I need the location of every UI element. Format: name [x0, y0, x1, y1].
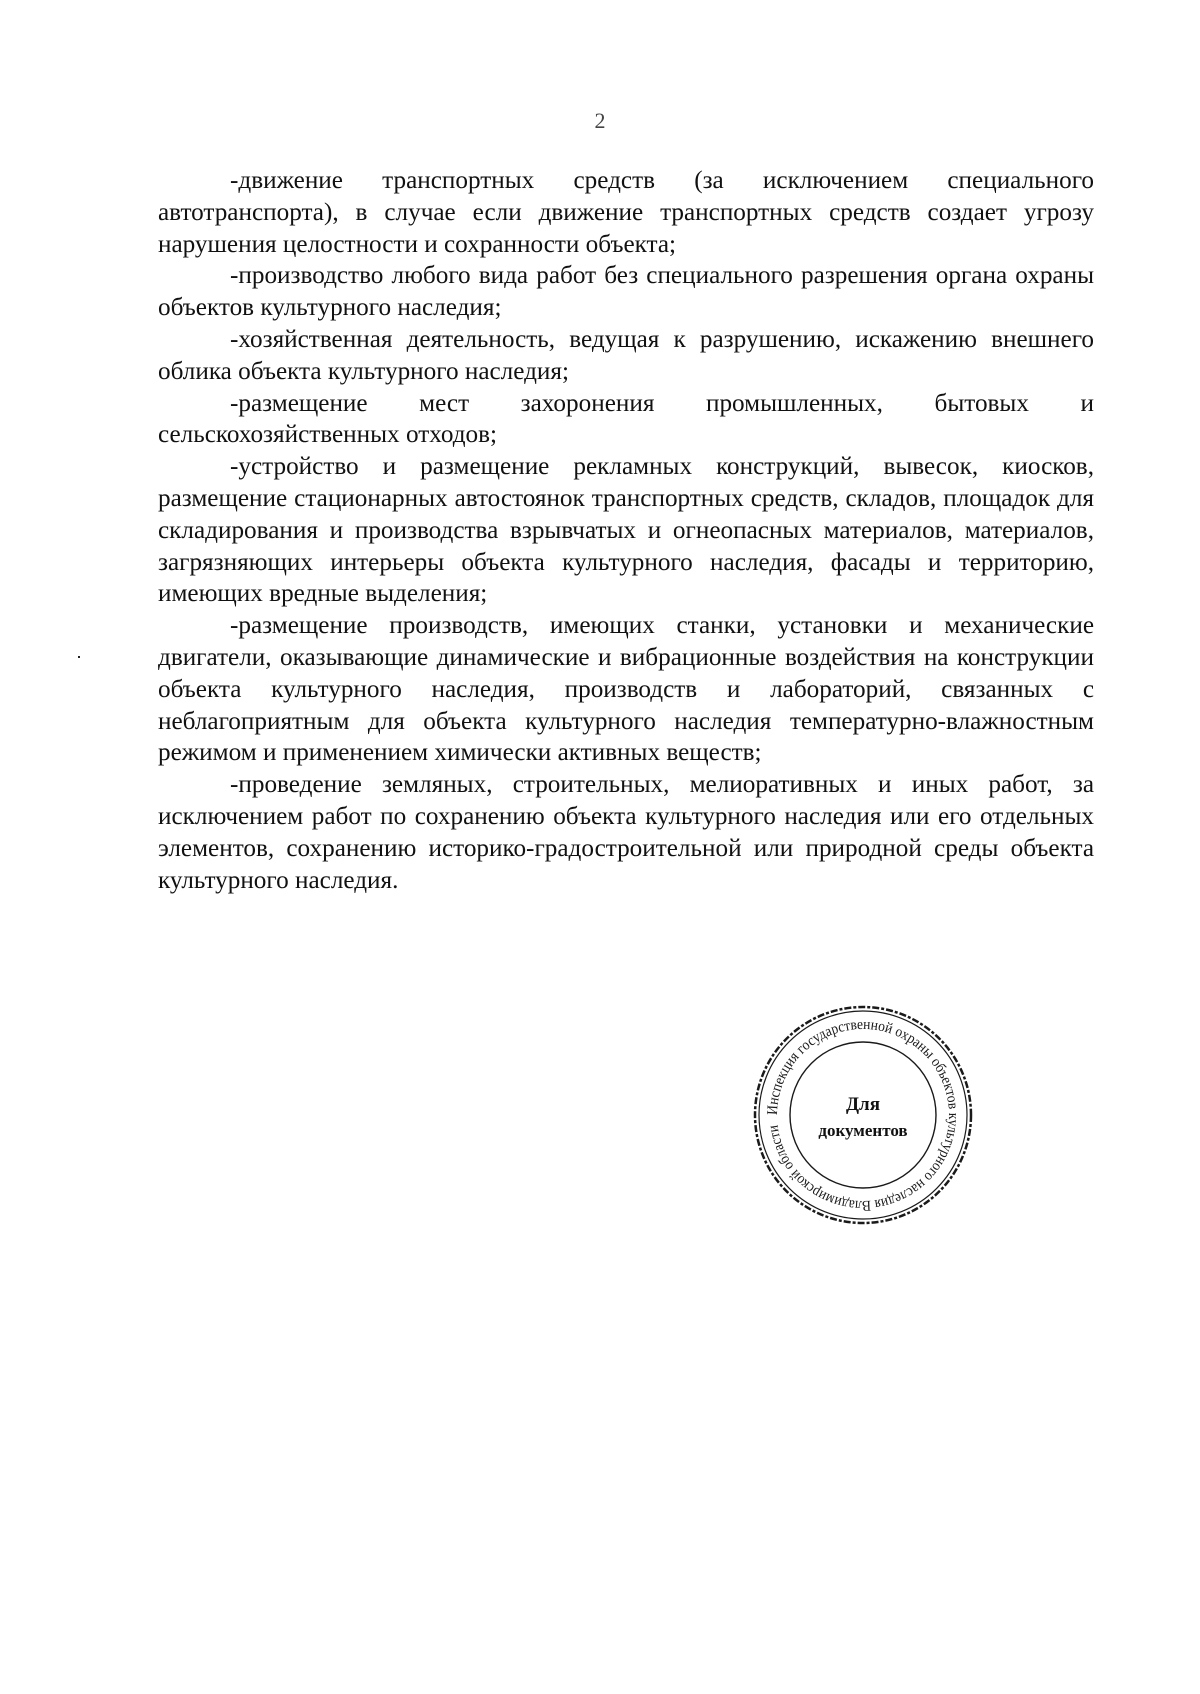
paragraph-economic-activity: -хозяйственная деятельность, ведущая к разрушению, искажению внешнего облика объекта культурного наследия;: [158, 325, 1094, 385]
official-stamp: [750, 1002, 976, 1228]
page-number: 2: [594, 108, 606, 133]
paragraph-transport: -движение транспортных средств (за исключением специального автотранспорта), в случае если движение транспортных средств создает угрозу нарушения целостности и сохранности объекта;: [158, 167, 1094, 258]
document-body: [158, 165, 1094, 896]
stamp-ring-text: Инспекция государственной охраны объектов культурного наследия Владимирской области: [764, 1016, 962, 1214]
scan-speck: [78, 656, 80, 658]
stamp-center-line2: документов: [818, 1121, 908, 1140]
paragraph-waste-burial: -размещение мест захоронения промышленных, бытовых и сельскохозяйственных отходов;: [158, 389, 1094, 449]
stamp-graphic: [750, 1002, 976, 1228]
paragraph-earthworks: -проведение земляных, строительных, мелиоративных и иных работ, за исключением работ по сохранению объекта культурного наследия или его отдельных элементов, сохранению историко-градостроительной или природной среды объекта культурного наследия.: [158, 771, 1094, 894]
paragraph-advertising: -устройство и размещение рекламных конструкций, вывесок, киосков, размещение стационарных автостоянок транспортных средств, складов, площадок для складирования и производства взрывчатых и огнеопасных материалов, материалов, загрязняющих интерьеры объекта культурного наследия, фасады и территорию, имеющих вредные выделения;: [158, 453, 1094, 608]
paragraph-works-permit: -производство любого вида работ без специального разрешения органа охраны объектов культурного наследия;: [158, 262, 1094, 322]
paragraph-production: -размещение производств, имеющих станки, установки и механические двигатели, оказывающие динамические и вибрационные воздействия на конструкции объекта культурного наследия, производств и лабораторий, связанных с неблагоприятным для объекта культурного наследия температурно-влажностным режимом и применением химически активных веществ;: [158, 612, 1094, 767]
stamp-center-line1: Для: [845, 1094, 881, 1115]
